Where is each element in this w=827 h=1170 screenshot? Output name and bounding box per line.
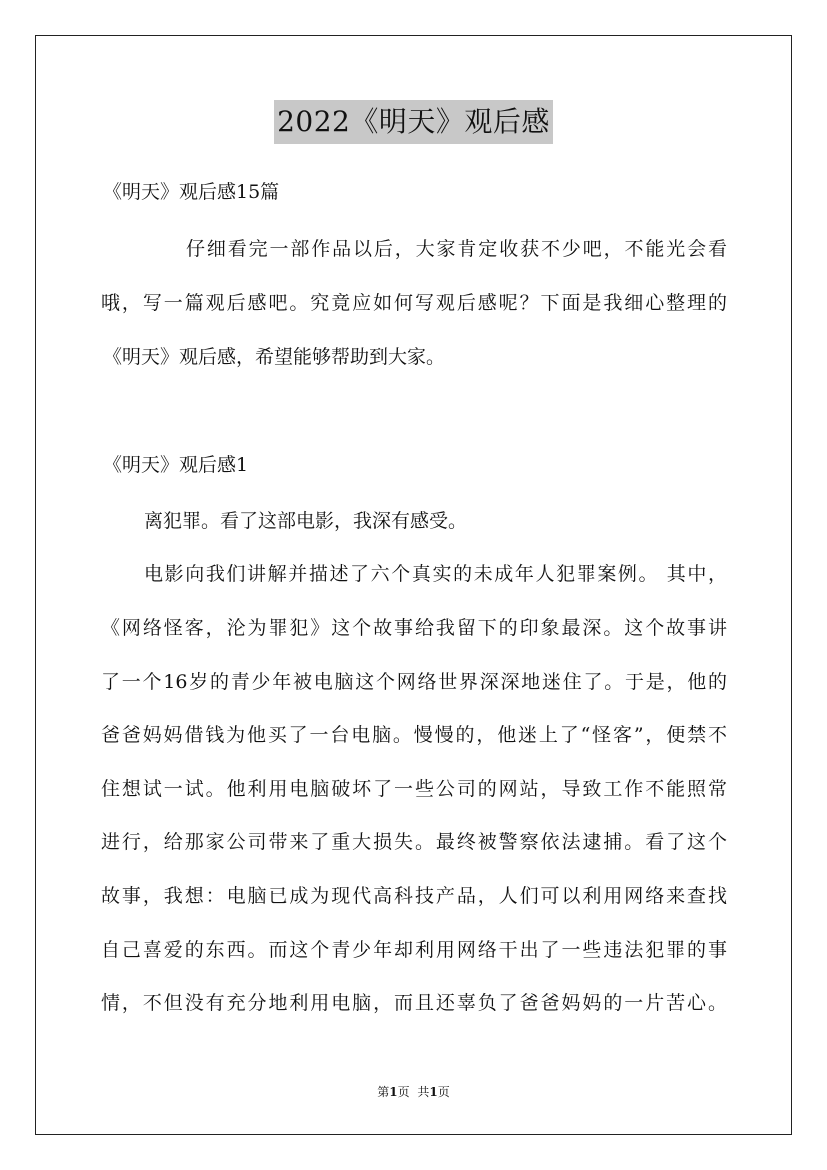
page-footer xyxy=(0,1084,827,1100)
body-line-2: 电影向我们讲解并描述了六个真实的未成年人犯罪案例。 其中， xyxy=(144,563,727,585)
body-line-6: 住想试一试。他利用电脑破坏了一些公司的网站，导致工作不能照常 xyxy=(101,778,727,800)
section-heading: 《明天》观后感1 xyxy=(103,454,249,476)
body-line-7: 进行，给那家公司带来了重大损失。最终被警察依法逮捕。看了这个 xyxy=(101,831,727,853)
page-suffix: 页 xyxy=(397,1085,410,1099)
body-line-5: 爸爸妈妈借钱为他买了一台电脑。慢慢的，他迷上了“怪客”，便禁不 xyxy=(101,724,727,746)
page-prefix: 第 xyxy=(377,1085,390,1099)
total-suffix: 页 xyxy=(437,1085,450,1099)
document-title: 2022《明天》观后感 xyxy=(274,100,553,144)
intro-line-3: 《明天》观后感，希望能够帮助到大家。 xyxy=(103,346,446,368)
subtitle: 《明天》观后感15篇 xyxy=(103,181,280,203)
body-line-3: 《网络怪客，沦为罪犯》这个故事给我留下的印象最深。这个故事讲 xyxy=(101,617,727,639)
body-line-8: 故事，我想：电脑已成为现代高科技产品，人们可以利用网络来查找 xyxy=(101,885,727,907)
page-number: 1 xyxy=(389,1085,398,1099)
body-line-4: 了一个16岁的青少年被电脑这个网络世界深深地迷住了。于是，他的 xyxy=(101,671,727,693)
body-line-1: 离犯罪。看了这部电影，我深有感受。 xyxy=(144,510,468,532)
intro-line-2: 哦，写一篇观后感吧。究竟应如何写观后感呢？下面是我细心整理的 xyxy=(101,292,727,314)
body-line-10: 情，不但没有充分地利用电脑，而且还辜负了爸爸妈妈的一片苦心。 xyxy=(101,992,727,1014)
title-container xyxy=(0,100,827,144)
body-line-9: 自己喜爱的东西。而这个青少年却利用网络干出了一些违法犯罪的事 xyxy=(101,939,727,961)
total-prefix: 共 xyxy=(417,1085,430,1099)
intro-line-1: 仔细看完一部作品以后，大家肯定收获不少吧，不能光会看 xyxy=(186,238,727,260)
total-pages: 1 xyxy=(429,1085,438,1099)
